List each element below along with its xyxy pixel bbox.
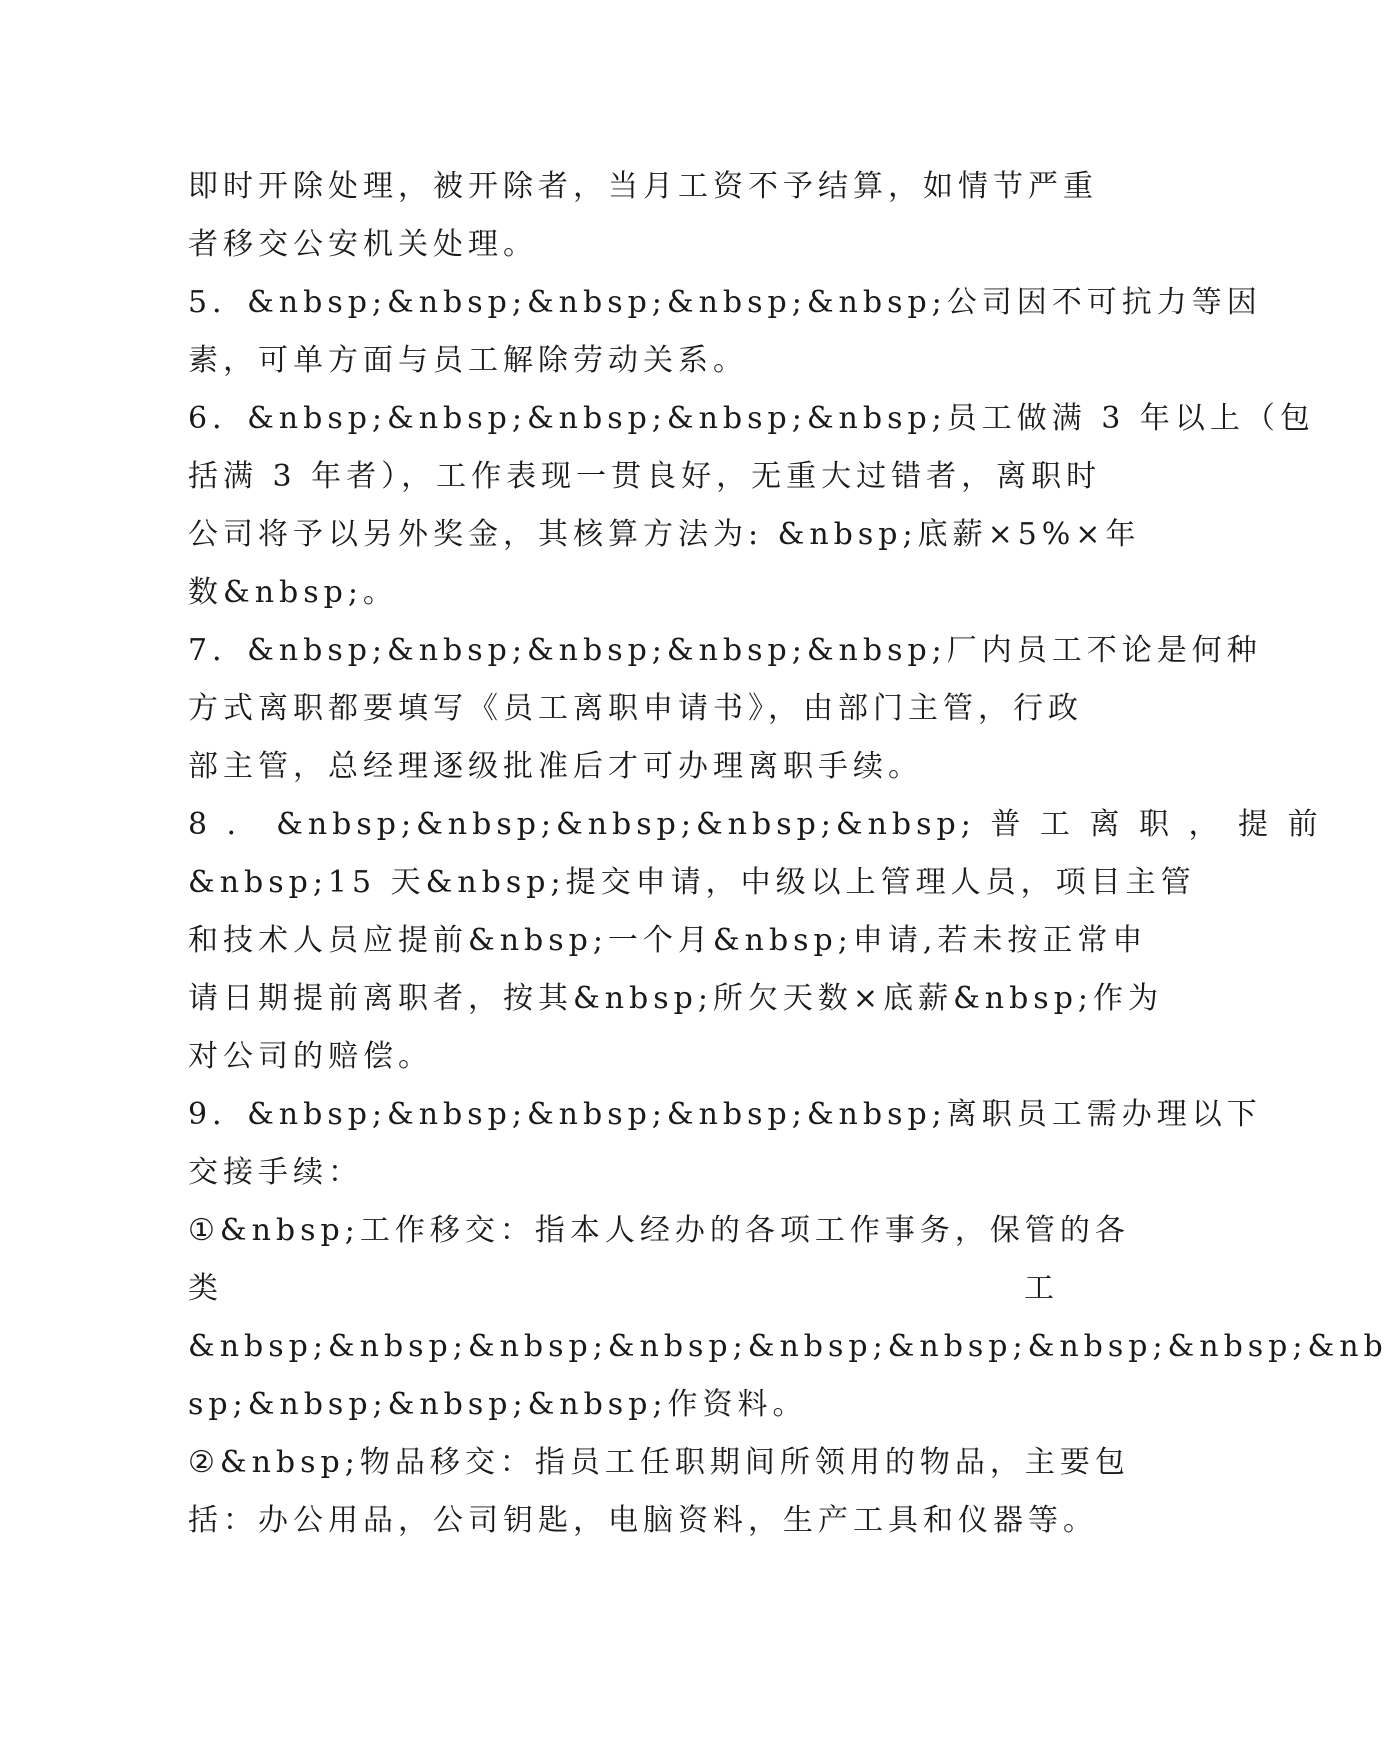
- text-line: 数&nbsp;。: [188, 575, 398, 610]
- text-line: 即时开除处理，被开除者，当月工资不予结算，如情节严重: [188, 169, 1098, 204]
- text-line: ②&nbsp;物品移交：指员工任职期间所领用的物品，主要包: [188, 1445, 1130, 1480]
- text-line: 交接手续：: [188, 1155, 363, 1190]
- text-line: ①&nbsp;工作移交：指本人经办的各项工作事务，保管的各: [188, 1213, 1130, 1248]
- text-line: 方式离职都要填写《员工离职申请书》，由部门主管，行政: [188, 691, 1083, 726]
- text-line: &nbsp;15 天&nbsp;提交申请，中级以上管理人员，项目主管: [188, 865, 1196, 900]
- text-line: sp;&nbsp;&nbsp;&nbsp;作资料。: [188, 1387, 808, 1422]
- text-line: 8 ． &nbsp;&nbsp;&nbsp;&nbsp;&nbsp; 普 工 离 职 ， 提 前: [188, 807, 1323, 842]
- text-line: 7．&nbsp;&nbsp;&nbsp;&nbsp;&nbsp;厂内员工不论是何种: [188, 633, 1262, 668]
- text-line: 和技术人员应提前&nbsp;一个月&nbsp;申请,若未按正常申: [188, 923, 1148, 958]
- split-text-line: [188, 1260, 1054, 1318]
- text-line: 括满 3 年者），工作表现一贯良好，无重大过错者，离职时: [188, 459, 1102, 494]
- text-line: 者移交公安机关处理。: [188, 227, 538, 262]
- body-text: [188, 158, 1388, 1550]
- text-line: 素，可单方面与员工解除劳动关系。: [188, 343, 748, 378]
- text-line: 括：办公用品，公司钥匙，电脑资料，生产工具和仪器等。: [188, 1503, 1098, 1538]
- text-line: &nbsp;&nbsp;&nbsp;&nbsp;&nbsp;&nbsp;&nbsp;&nbsp;&nb: [188, 1329, 1388, 1364]
- text-line: 5．&nbsp;&nbsp;&nbsp;&nbsp;&nbsp;公司因不可抗力等因: [188, 285, 1262, 320]
- text-line: 9．&nbsp;&nbsp;&nbsp;&nbsp;&nbsp;离职员工需办理以下: [188, 1097, 1262, 1132]
- text-line: 6．&nbsp;&nbsp;&nbsp;&nbsp;&nbsp;员工做满 3 年以上（包: [188, 401, 1315, 436]
- text-line: 公司将予以另外奖金，其核算方法为: &nbsp;底薪×5%×年: [188, 517, 1141, 552]
- split-line-left: 类: [188, 1271, 218, 1306]
- split-line-right: 工: [1024, 1271, 1054, 1306]
- text-line: 请日期提前离职者，按其&nbsp;所欠天数×底薪&nbsp;作为: [188, 981, 1164, 1016]
- text-line: 部主管，总经理逐级批准后才可办理离职手续。: [188, 749, 923, 784]
- text-line: 对公司的赔偿。: [188, 1039, 433, 1074]
